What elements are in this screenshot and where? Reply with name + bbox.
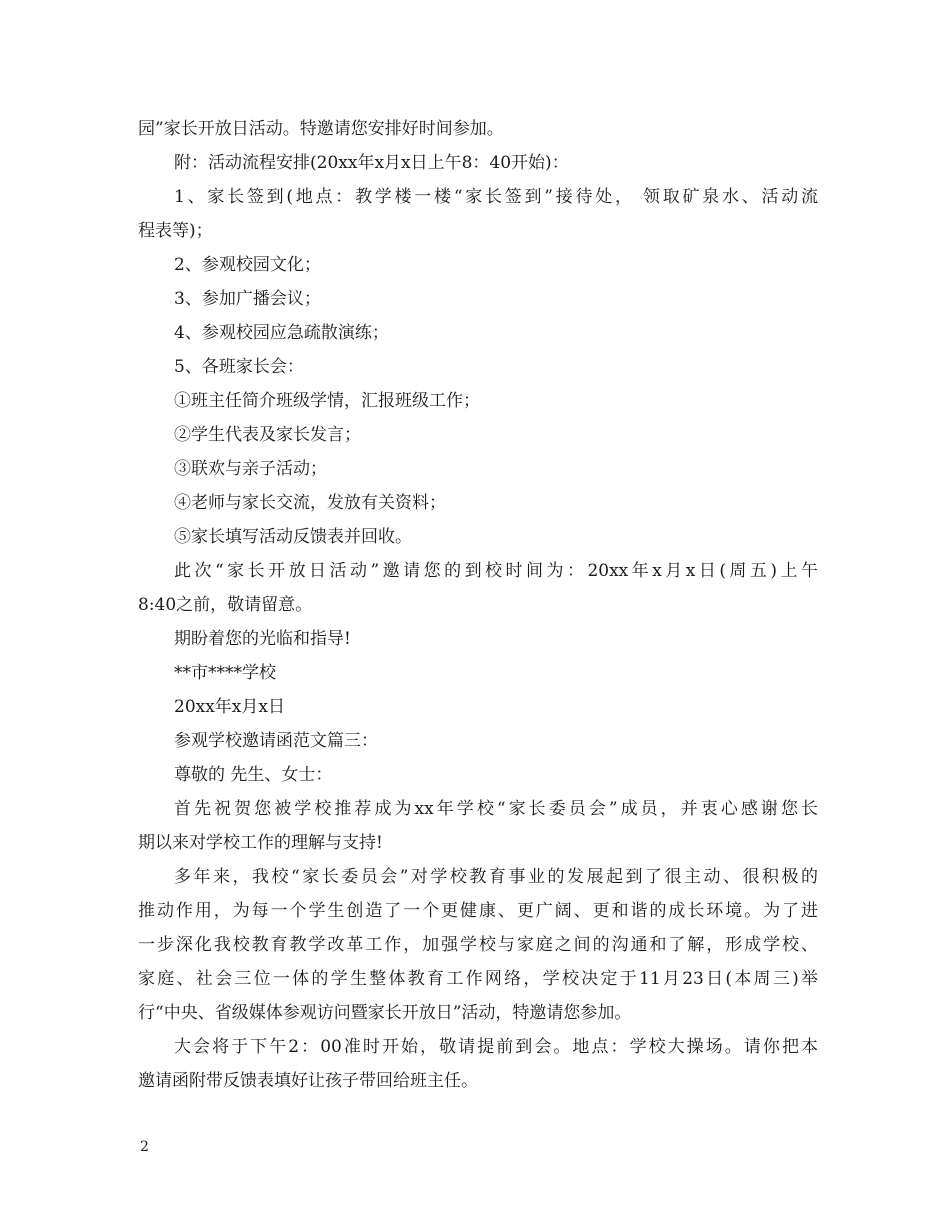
text-line: ⑤家长填写活动反馈表并回收。 <box>174 527 412 547</box>
text-line: 期盼着您的光临和指导! <box>174 629 351 649</box>
text-line: 园”家长开放日活动。特邀请您安排好时间参加。 <box>138 119 504 139</box>
text-line: 附：活动流程安排(20xx年x月x日上午8：40开始)： <box>174 153 569 173</box>
document-body <box>138 112 818 1098</box>
text-line: ②学生代表及家长发言； <box>174 425 361 445</box>
text-line: 行“中央、省级媒体参观访问暨家长开放日”活动，特邀请您参加。 <box>138 1003 632 1023</box>
text-line: ①班主任简介班级学情，汇报班级工作； <box>174 391 480 411</box>
text-line: 20xx年x月x日 <box>174 697 285 717</box>
text-line: 期以来对学校工作的理解与支持! <box>138 833 383 853</box>
text-line: 程表等)； <box>138 221 213 241</box>
text-line: 大会将于下午2：00准时开始，敬请提前到会。地点：学校大操场。请你把本 <box>174 1037 818 1057</box>
text-line: 一步深化我校教育教学改革工作，加强学校与家庭之间的沟通和了解，形成学校、 <box>138 935 818 955</box>
text-line: 首先祝贺您被学校推荐成为xx年学校“家长委员会”成员，并衷心感谢您长 <box>174 799 818 819</box>
text-line: 邀请函附带反馈表填好让孩子带回给班主任。 <box>138 1071 478 1091</box>
text-line: 4、参观校园应急疏散演练； <box>174 323 389 343</box>
text-line: 推动作用，为每一个学生创造了一个更健康、更广阔、更和谐的成长环境。为了进 <box>138 901 818 921</box>
text-line: 5、各班家长会： <box>174 357 304 377</box>
text-line: 3、参加广播会议； <box>174 289 321 309</box>
text-line: 参观学校邀请函范文篇三： <box>174 731 378 751</box>
text-line: 尊敬的 先生、女士： <box>174 765 333 785</box>
text-line: 8:40之前，敬请留意。 <box>138 595 313 615</box>
text-line: **市****学校 <box>174 663 276 683</box>
text-line: 1、家长签到(地点：教学楼一楼“家长签到”接待处， 领取矿泉水、活动流 <box>174 187 818 207</box>
text-line: 家庭、社会三位一体的学生整体教育工作网络，学校决定于11月23日(本周三)举 <box>138 969 818 989</box>
page-number: 2 <box>140 1139 149 1155</box>
text-line: 此次“家长开放日活动”邀请您的到校时间为：20xx年x月x日(周五)上午 <box>174 561 818 581</box>
text-line: ④老师与家长交流，发放有关资料； <box>174 493 446 513</box>
text-line: ③联欢与亲子活动； <box>174 459 327 479</box>
text-line: 多年来，我校“家长委员会”对学校教育事业的发展起到了很主动、很积极的 <box>174 867 818 887</box>
text-line: 2、参观校园文化； <box>174 255 321 275</box>
